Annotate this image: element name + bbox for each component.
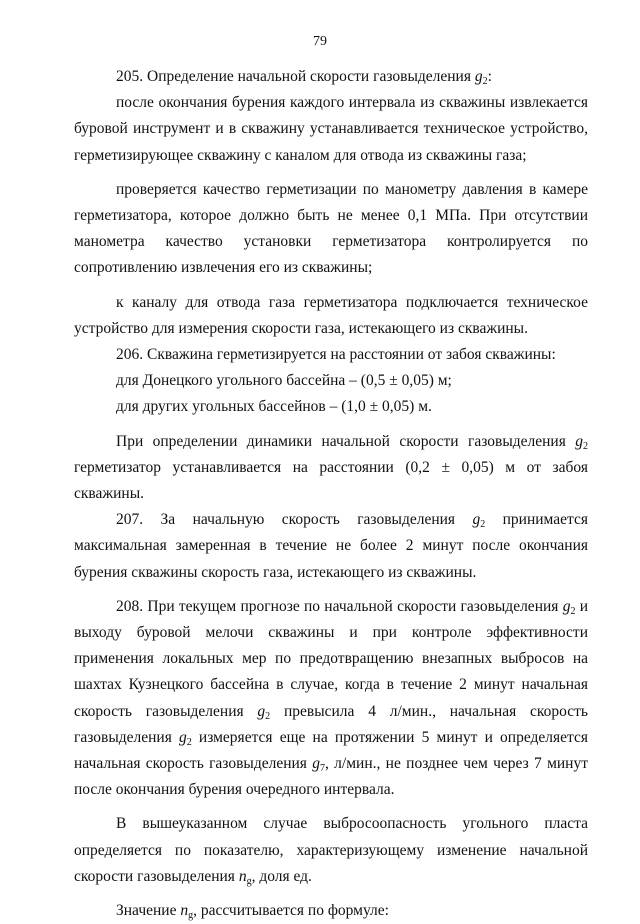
math-subscript: g	[246, 875, 252, 887]
math-subscript: 2	[482, 76, 488, 87]
paragraph-206: 206. Скважина герметизируется на расстоянии от забоя скважины:	[116, 346, 556, 364]
paragraph-208-formula: Значение $n_g$, рассчитывается по формуле:	[116, 902, 389, 922]
math-subscript: g	[188, 910, 194, 922]
math-variable: g	[474, 68, 483, 85]
paragraph-208-case: В вышеуказанном случае выбросоопасность угольного пласта определяется по показателю, характеризующему изменение начальной скорости газовыделения $n_g$, доля ед.	[74, 815, 588, 887]
math-variable: g	[472, 511, 481, 529]
math-subscript: 2	[265, 710, 271, 722]
math-variable: n	[180, 902, 189, 920]
math-subscript: 2	[186, 736, 192, 748]
math-subscript: 2	[570, 605, 576, 617]
paragraph-206-other: для других угольных бассейнов – (1,0 ± 0,05) м.	[116, 398, 432, 416]
paragraph-205-step-2: проверяется качество герметизации по манометру давления в камере герметизатора, которое должно быть не менее 0,1 МПа. При отсутствии манометра качество установки герметизатора контролируется по сопротивлению извлечения его из скважины;	[74, 180, 588, 277]
paragraph-205-step-3: к каналу для отвода газа герметизатора подключается техническое устройство для измерения скорости газа, истекающего из скважины.	[74, 293, 588, 337]
math-variable: g	[562, 597, 571, 615]
paragraph-205-heading: 205. Определение начальной скорости газовыделения $g_2$:	[116, 68, 492, 87]
paragraph-206-dynamics: При определении динамики начальной скорости газовыделения $g_2$ герметизатор устанавливается на расстоянии (0,2 ± 0,05) м от забоя скважины.	[74, 432, 588, 503]
math-subscript: 2	[480, 519, 486, 531]
paragraph-206-donetsk: для Донецкого угольного бассейна – (0,5 ± 0,05) м;	[116, 372, 452, 390]
math-subscript: 2	[583, 440, 588, 452]
math-variable: g	[312, 755, 320, 773]
page-number: 79	[313, 34, 327, 49]
paragraph-208: 208. При текущем прогнозе по начальной скорости газовыделения $g_2$ и выходу буровой мелочи скважины и при контроле эффективности применения локальных мер по предотвращению внезапных выбросов на шахтах Кузнецкого бассейна в случае, когда в течение 2 минут начальная скорость газовыделения $g_2$ превысила 4 л/мин., начальная скорость газовыделения $g_2$ измеряется еще на протяжении 5 минут и определяется начальная скорость газовыделения $g_7$, л/мин., не позднее чем через 7 минут после окончания бурения очередного интервала.	[74, 597, 589, 799]
paragraph-205-step-1: после окончания бурения каждого интервала из скважины извлекается буровой инструмент и в скважину устанавливается техническое устройство, герметизирующее скважину с каналом для отвода из скважины газа;	[74, 94, 588, 164]
math-variable: n	[238, 867, 247, 885]
math-variable: g	[257, 702, 266, 720]
body-text	[74, 64, 588, 924]
math-variable: g	[179, 728, 187, 746]
math-subscript: 7	[319, 763, 325, 775]
paragraph-207: 207. За начальную скорость газовыделения $g_2$ принимается максимальная замеренная в течение не более 2 минут после окончания бурения скважины скорость газа, истекающего из скважины.	[74, 511, 588, 581]
math-variable: g	[575, 432, 583, 450]
